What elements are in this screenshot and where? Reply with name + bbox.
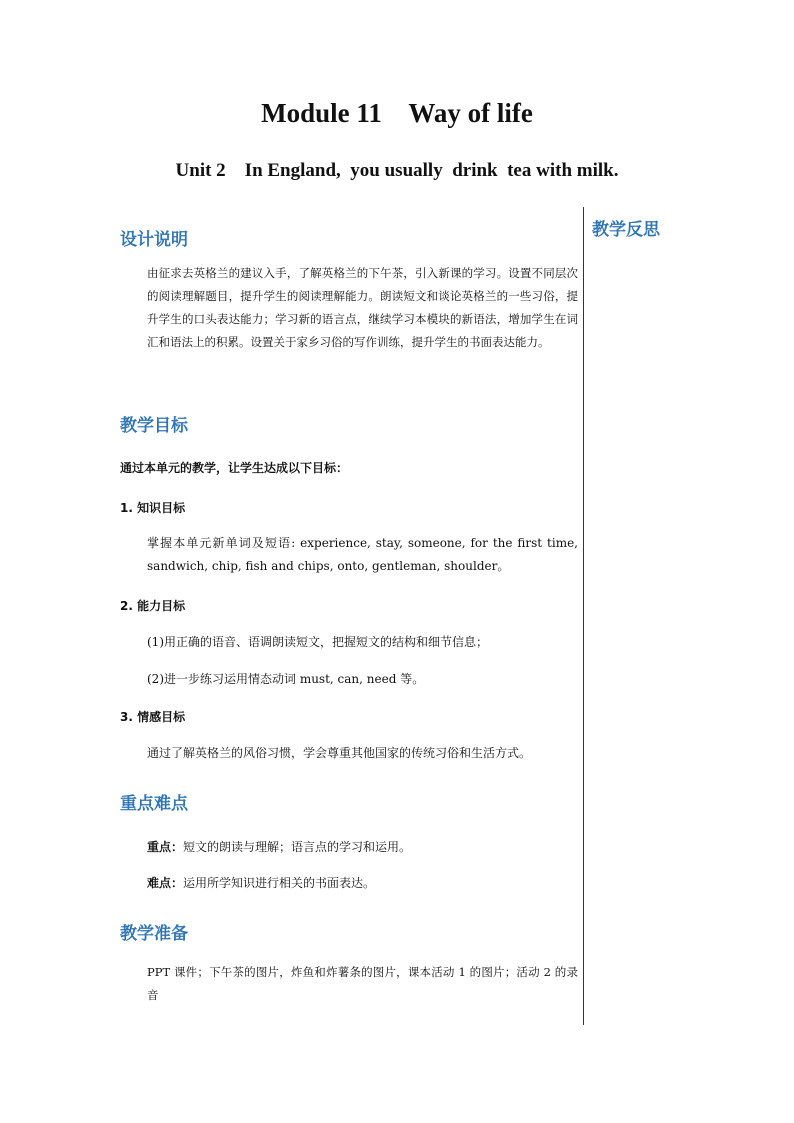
ability-title: 2. 能力目标 [120, 599, 186, 613]
goals-intro: 通过本单元的教学，让学生达成以下目标： [120, 461, 349, 475]
key-point-label: 重点： [147, 840, 184, 854]
difficult-point-row [120, 874, 605, 891]
design-paragraph: 由征求去英格兰的建议入手，了解英格兰的下午茶，引入新课的学习。设置不同层次的阅读理解题目，提升学生的阅读理解能力。朗读短文和谈论英格兰的一些习俗，提升学生的口头表达能力；学习新的语言点，继续学习本模块的新语法，增加学生在词汇和语法上的积累。设置关于家乡习俗的写作训练，提升学生的书面表达能力。 [147, 266, 578, 349]
ability-item-1: (1)用正确的语音、语调朗读短文，把握短文的结构和细节信息； [147, 635, 489, 649]
page-title: Module 11 Way of life [261, 98, 533, 128]
emotion-title: 3. 情感目标 [120, 710, 186, 724]
reflection-heading: 教学反思 [592, 220, 660, 240]
preparation-heading: 教学准备 [120, 924, 188, 944]
knowledge-title: 1. 知识目标 [120, 501, 186, 515]
key-point-row [120, 838, 605, 855]
goals-heading: 教学目标 [120, 416, 188, 436]
difficult-point-label: 难点： [147, 876, 184, 890]
difficult-point-text: 运用所学知识进行相关的书面表达。 [183, 876, 376, 890]
ability-item-2: (2)进一步练习运用情态动词 must, can, need 等。 [147, 672, 425, 686]
column-divider [583, 207, 584, 1025]
key-points-heading: 重点难点 [120, 794, 188, 814]
emotion-text: 通过了解英格兰的风俗习惯，学会尊重其他国家的传统习俗和生活方式。 [147, 746, 532, 760]
design-heading: 设计说明 [120, 230, 188, 250]
knowledge-text: 掌握本单元新单词及短语: experience, stay, someone, for the first time, sandwich, chip, fish and chips, onto, gentleman, shoulder。 [147, 536, 578, 573]
key-point-text: 短文的朗读与理解；语言点的学习和运用。 [183, 840, 412, 854]
page-subtitle: Unit 2 In England, you usually drink tea with milk. [175, 160, 619, 181]
preparation-text: PPT 课件；下午茶的图片，炸鱼和炸薯条的图片，课本活动 1 的图片；活动 2 的录音 [147, 965, 578, 1002]
